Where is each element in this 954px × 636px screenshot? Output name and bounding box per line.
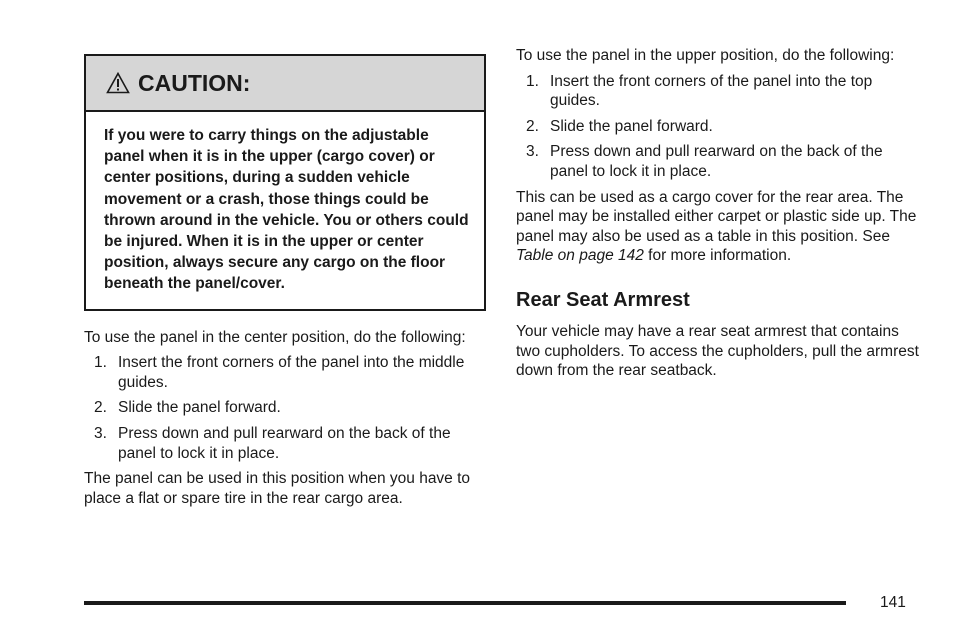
note-text: This can be used as a cargo cover for the rear area. The panel may be installed either carpet or plastic side up. The panel may also be used as a table in this position. See (516, 188, 917, 245)
step-number: 3. (526, 143, 539, 161)
upper-position-steps (516, 72, 920, 182)
caution-text: If you were to carry things on the adjustable panel when it is in the upper (cargo cover) or center positions, during a sudden vehicle movement or a crash, those things could be thrown around in the vehicle. You or others could be injured. When it is in the upper or center position, always secure any cargo on the floor beneath the panel/cover. (104, 127, 469, 293)
list-item (516, 142, 920, 181)
step-number: 3. (94, 425, 107, 442)
note-text-end: for more information. (643, 247, 792, 265)
list-item (84, 398, 486, 418)
caution-header (86, 56, 484, 112)
right-column (516, 46, 920, 381)
center-position-steps (84, 353, 486, 463)
warning-triangle-icon (106, 72, 130, 94)
step-number: 1. (94, 354, 107, 372)
upper-position-note (516, 188, 920, 266)
section-heading: Rear Seat Armrest (516, 288, 690, 311)
caution-box (84, 54, 486, 311)
step-text: Insert the front corners of the panel into the middle guides. (118, 354, 465, 391)
list-item (84, 424, 486, 463)
step-text: Slide the panel forward. (550, 117, 713, 135)
step-number: 2. (94, 399, 107, 417)
list-item (516, 117, 920, 137)
step-text: Press down and pull rearward on the back of the panel to lock it in place. (550, 143, 883, 180)
table-page-reference[interactable]: Table on page 142 (516, 247, 644, 265)
step-text: Insert the front corners of the panel into the top guides. (550, 72, 873, 110)
center-position-intro: To use the panel in the center position, do the following: (84, 328, 466, 346)
footer-rule (84, 601, 846, 605)
page-number: 141 (880, 594, 906, 611)
step-text: Press down and pull rearward on the back of the panel to lock it in place. (118, 425, 451, 462)
left-column (84, 54, 486, 508)
center-position-note: The panel can be used in this position when you have to place a flat or spare tire in the rear cargo area. (84, 470, 471, 507)
armrest-text: Your vehicle may have a rear seat armrest that contains two cupholders. To access the cupholders, pull the armrest down from the rear seatback. (516, 322, 919, 380)
step-text: Slide the panel forward. (118, 399, 281, 417)
caution-title: CAUTION: (138, 69, 251, 96)
step-number: 1. (526, 72, 539, 90)
step-number: 2. (526, 117, 539, 135)
list-item (516, 72, 920, 111)
list-item (84, 353, 486, 392)
upper-position-intro: To use the panel in the upper position, do the following: (516, 47, 895, 64)
